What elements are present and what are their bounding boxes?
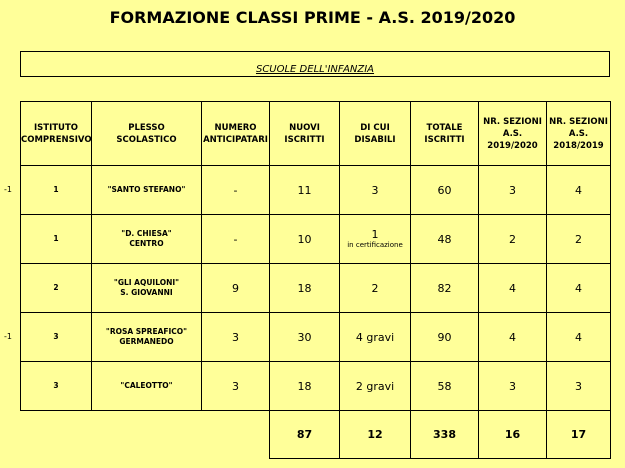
blank-cell	[202, 411, 270, 459]
cell-sezioni-2019: 3	[479, 362, 547, 411]
table-row	[21, 166, 611, 215]
cell-nuovi: 30	[270, 313, 340, 362]
cell-disabili: 2	[340, 264, 411, 313]
table-header-row	[21, 102, 611, 166]
totals-row	[21, 411, 611, 459]
cell-sezioni-2019: 4	[479, 313, 547, 362]
total-totale: 338	[411, 411, 479, 459]
header-totale: TOTALE ISCRITTI	[411, 102, 479, 166]
cell-istituto: 1	[21, 166, 92, 215]
header-istituto: ISTITUTO COMPRENSIVO	[21, 102, 92, 166]
cell-disabili: 1 in certificazione	[340, 215, 411, 264]
cell-plesso: "CALEOTTO"	[92, 362, 202, 411]
cell-sezioni-2018: 4	[547, 264, 611, 313]
total-disabili: 12	[340, 411, 411, 459]
row-marker-1: -1	[4, 185, 12, 194]
cell-sezioni-2019: 2	[479, 215, 547, 264]
header-sezioni-2018: NR. SEZIONI A.S. 2018/2019	[547, 102, 611, 166]
cell-anticipatari: -	[202, 215, 270, 264]
cell-sezioni-2018: 2	[547, 215, 611, 264]
cell-plesso: "ROSA SPREAFICO" GERMANEDO	[92, 313, 202, 362]
cell-disabili: 2 gravi	[340, 362, 411, 411]
page-title: FORMAZIONE CLASSI PRIME - A.S. 2019/2020	[109, 8, 516, 27]
cell-anticipatari: 3	[202, 313, 270, 362]
cell-totale: 58	[411, 362, 479, 411]
blank-cell	[92, 411, 202, 459]
cell-sezioni-2018: 4	[547, 313, 611, 362]
cell-disabili: 3	[340, 166, 411, 215]
cell-anticipatari: 3	[202, 362, 270, 411]
disabili-note: in certificazione	[347, 241, 403, 249]
cell-anticipatari: 9	[202, 264, 270, 313]
table-row	[21, 215, 611, 264]
cell-istituto: 3	[21, 362, 92, 411]
header-anticipatari: NUMERO ANTICIPATARI	[202, 102, 270, 166]
cell-sezioni-2018: 3	[547, 362, 611, 411]
section-label: SCUOLE DELL'INFANZIA	[255, 64, 375, 75]
cell-istituto: 1	[21, 215, 92, 264]
header-nuovi: NUOVI ISCRITTI	[270, 102, 340, 166]
cell-anticipatari: -	[202, 166, 270, 215]
table-row	[21, 362, 611, 411]
header-plesso: PLESSO SCOLASTICO	[92, 102, 202, 166]
header-sezioni-2019: NR. SEZIONI A.S. 2019/2020	[479, 102, 547, 166]
cell-totale: 82	[411, 264, 479, 313]
row-marker-4: -1	[4, 332, 12, 341]
cell-totale: 90	[411, 313, 479, 362]
blank-cell	[21, 411, 92, 459]
cell-totale: 60	[411, 166, 479, 215]
cell-disabili: 4 gravi	[340, 313, 411, 362]
cell-plesso: "D. CHIESA" CENTRO	[92, 215, 202, 264]
cell-plesso: "GLI AQUILONI" S. GIOVANNI	[92, 264, 202, 313]
table-row	[21, 264, 611, 313]
cell-sezioni-2019: 3	[479, 166, 547, 215]
classes-table	[20, 101, 611, 459]
total-sezioni-2018: 17	[547, 411, 611, 459]
cell-nuovi: 11	[270, 166, 340, 215]
table-row	[21, 313, 611, 362]
cell-istituto: 3	[21, 313, 92, 362]
cell-nuovi: 18	[270, 264, 340, 313]
cell-sezioni-2019: 4	[479, 264, 547, 313]
cell-nuovi: 18	[270, 362, 340, 411]
cell-sezioni-2018: 4	[547, 166, 611, 215]
section-header-box	[20, 51, 610, 77]
cell-istituto: 2	[21, 264, 92, 313]
cell-totale: 48	[411, 215, 479, 264]
cell-nuovi: 10	[270, 215, 340, 264]
total-sezioni-2019: 16	[479, 411, 547, 459]
total-nuovi: 87	[270, 411, 340, 459]
cell-plesso: "SANTO STEFANO"	[92, 166, 202, 215]
header-disabili: DI CUI DISABILI	[340, 102, 411, 166]
